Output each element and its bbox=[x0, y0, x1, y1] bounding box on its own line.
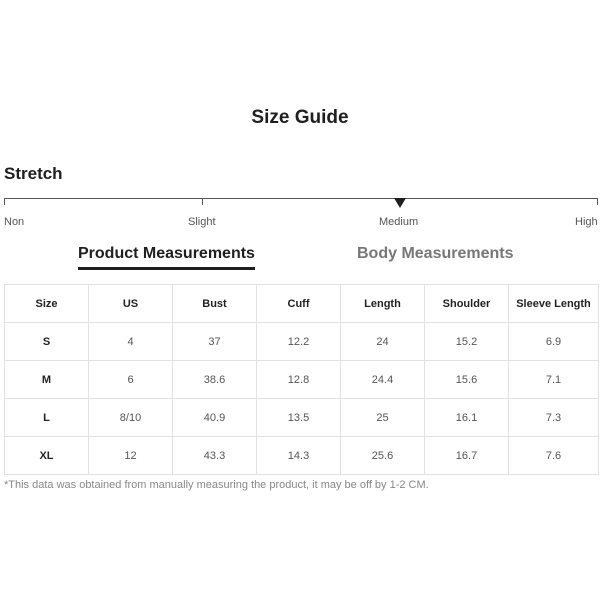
cell-size: M bbox=[5, 361, 89, 399]
cell-length: 24 bbox=[341, 323, 425, 361]
cell-bust: 40.9 bbox=[173, 399, 257, 437]
stretch-tick-slight bbox=[202, 198, 203, 205]
cell-size: XL bbox=[5, 437, 89, 475]
header-size: Size bbox=[5, 285, 89, 323]
stretch-level-non: Non bbox=[4, 216, 25, 228]
cell-size: L bbox=[5, 399, 89, 437]
stretch-scale-labels bbox=[0, 216, 600, 232]
cell-bust: 38.6 bbox=[173, 361, 257, 399]
cell-sleeve-length: 7.6 bbox=[509, 437, 599, 475]
stretch-tick-high bbox=[597, 198, 598, 205]
cell-shoulder: 16.7 bbox=[425, 437, 509, 475]
table-row bbox=[5, 361, 599, 399]
cell-us: 8/10 bbox=[89, 399, 173, 437]
cell-length: 25 bbox=[341, 399, 425, 437]
header-cuff: Cuff bbox=[257, 285, 341, 323]
tab-body-measurements[interactable]: Body Measurements bbox=[357, 245, 514, 262]
stretch-level-slight: Slight bbox=[188, 216, 216, 228]
stretch-tick-non bbox=[4, 198, 5, 205]
table-row bbox=[5, 399, 599, 437]
cell-shoulder: 15.2 bbox=[425, 323, 509, 361]
stretch-marker-icon bbox=[394, 198, 406, 208]
cell-sleeve-length: 6.9 bbox=[509, 323, 599, 361]
cell-length: 25.6 bbox=[341, 437, 425, 475]
header-length: Length bbox=[341, 285, 425, 323]
header-bust: Bust bbox=[173, 285, 257, 323]
cell-shoulder: 16.1 bbox=[425, 399, 509, 437]
header-shoulder: Shoulder bbox=[425, 285, 509, 323]
cell-cuff: 13.5 bbox=[257, 399, 341, 437]
measurement-tabs bbox=[0, 245, 600, 275]
cell-cuff: 12.2 bbox=[257, 323, 341, 361]
stretch-level-medium: Medium bbox=[379, 216, 419, 228]
table-row bbox=[5, 323, 599, 361]
stretch-scale-line bbox=[4, 198, 598, 199]
cell-us: 6 bbox=[89, 361, 173, 399]
size-table bbox=[4, 284, 599, 475]
header-us: US bbox=[89, 285, 173, 323]
cell-cuff: 14.3 bbox=[257, 437, 341, 475]
header-sleeve-length: Sleeve Length bbox=[509, 285, 599, 323]
cell-size: S bbox=[5, 323, 89, 361]
cell-bust: 37 bbox=[173, 323, 257, 361]
stretch-level-high: High bbox=[575, 216, 598, 228]
measurement-footnote: *This data was obtained from manually measuring the product, it may be off by 1-2 CM. bbox=[4, 479, 429, 491]
stretch-scale bbox=[4, 198, 598, 208]
cell-sleeve-length: 7.1 bbox=[509, 361, 599, 399]
cell-sleeve-length: 7.3 bbox=[509, 399, 599, 437]
cell-length: 24.4 bbox=[341, 361, 425, 399]
page-title: Size Guide bbox=[251, 107, 349, 128]
cell-bust: 43.3 bbox=[173, 437, 257, 475]
cell-us: 12 bbox=[89, 437, 173, 475]
cell-us: 4 bbox=[89, 323, 173, 361]
table-row bbox=[5, 437, 599, 475]
table-header-row bbox=[5, 285, 599, 323]
stretch-label: Stretch bbox=[4, 164, 63, 183]
cell-shoulder: 15.6 bbox=[425, 361, 509, 399]
cell-cuff: 12.8 bbox=[257, 361, 341, 399]
tab-product-measurements[interactable]: Product Measurements bbox=[78, 245, 255, 270]
